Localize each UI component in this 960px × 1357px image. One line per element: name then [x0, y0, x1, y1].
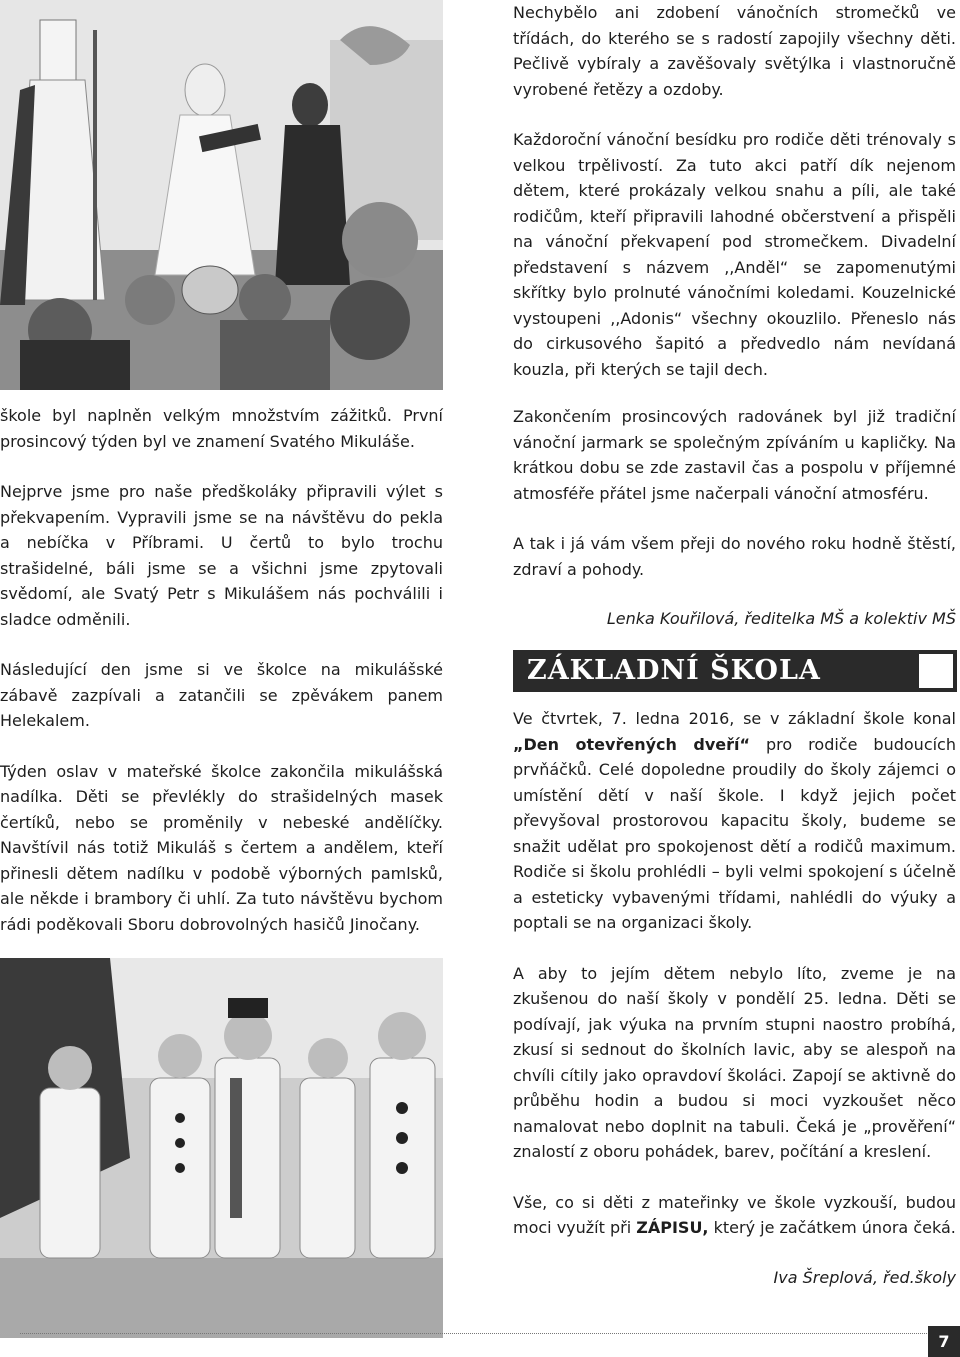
text-run: pro rodiče budoucích prvňáčků. Celé dopoledne proudily do školy zájemci o umístění dětí v naší škole. I když jejich počet převyšoval prostorovou kapacitu školy, budeme se snažit udělat pro spokojenost dětí a rodičů maximum. Rodiče si školu prohlédli – byli velmi spokojení s účelně a esteticky vybavenými třídami, nahlédli do výuky a poptali se na organizaci školy. [513, 734, 956, 932]
paragraph: Každoroční vánoční besídku pro rodiče děti trénovaly s velkou trpělivostí. Za tuto akci patří dík nejenom dětem, které prokázaly velkou snahu a píli, ale také rodičům, kteří připravili lahodné občerstvení a přispěli na vánoční překvapení pod stromečkem. Divadelní představení s názvem ,,Anděl“ se zapomenutými skřítky bylo prolnuté vánočními koledami. Kouzelnické vystoupeni ,,Adonis“ všechny okouzlilo. Přeneslo nás do cirkusového šapitó a předvedlo nám nevídaná kouzla, při kterých se tajil dech. [513, 130, 956, 379]
heading-square-decoration [919, 654, 953, 688]
zs-signature [513, 1265, 956, 1290]
text-run: Ve čtvrtek, 7. ledna 2016, se v základní škole konal [513, 709, 956, 728]
paragraph: Týden oslav v mateřské školce zakončila mikulášská nadílka. Děti se převlékly do strašidelných masek čertíků, nebo se proměnily v nebeské andělíčky. Navštívil nás totiž Mikuláš s čertem a andělem, kteří přinesli dětem nadílku v podobě výborných pamlsků, ale někde i brambory či uhlí. Za tuto návštěvu bychom rádi poděkovali Sboru dobrovolných hasičů Jinočany. [0, 761, 443, 934]
footer-dotted-rule [20, 1333, 927, 1334]
signature-text: Iva Šreplová, řed.školy [773, 1268, 956, 1287]
paragraph: Nechybělo ani zdobení vánočních stromečků ve třídách, do kterého se s radostí zapojily všechny děti. Pečlivě vybíraly a zavěšovaly světýlka i vlastnoručně vyrobené řetězy a ozdoby. [513, 3, 956, 99]
text-run: který je začátkem února čeká. [708, 1218, 956, 1237]
right-column-middle-text [513, 404, 956, 582]
paragraph: Následující den jsme si ve školce na mikulášské zábavě zazpívali a zatančili se zpěvákem panem Helekalem. [0, 660, 443, 730]
section-heading-text: ZÁKLADNÍ ŠKOLA [527, 655, 821, 686]
right-column-top-text [513, 0, 956, 382]
paragraph: A tak i já vám všem přeji do nového roku hodně štěstí, zdraví a pohody. [513, 534, 956, 579]
section-heading-zakladni-skola [513, 650, 957, 692]
left-column-text [0, 403, 443, 937]
bold-text-run: ZÁPISU, [636, 1218, 709, 1237]
paragraph: škole byl naplněn velkým množstvím zážitků. První prosincový týden byl ve znamení Svatého Mikuláše. [0, 406, 443, 451]
bold-text-run: „Den otevřených dveří“ [513, 734, 750, 754]
snowman-costumes-photo [0, 958, 443, 1338]
paragraph: Nejprve jsme pro naše předškoláky připravili výlet s překvapením. Vypravili jsme se na návštěvu do pekla a nebíčka v Příbrami. U čertů to bylo trochu strašidelné, báli jsme se a všichni jsme zpytovali svědomí, ale Svatý Petr s Mikulášem nás pochválili i sladce odměnili. [0, 482, 443, 629]
text-run: Vše, co si děti z mateřinky ve škole vyzkouší, budou moci využít při [513, 1192, 956, 1237]
page-number: 7 [928, 1326, 960, 1357]
mikulas-visit-photo [0, 0, 443, 390]
paragraph: Zakončením prosincových radovánek byl již tradiční vánoční jarmark se společným zpíváním u kapličky. Na krátkou dobu se zde zastavil čas a pospolu v příjemné atmosféře přátel jsme načerpali vánoční atmosféru. [513, 407, 956, 503]
paragraph: A aby to jejím dětem nebylo líto, zveme je na zkušenou do naší školy v pondělí 25. ledna. Děti se podívají, jak výuka na prvním stupni naostro probíhá, zkusí si sednout do školních lavic, aby se alespoň na chvíli cítily jako opravdoví školáci. Zapojí se aktivně do průběhu hodin a budou si moci vyzkoušet něco namalovat nebo doplnit na tabuli. Čeká je „prověření“ znalostí z oboru pohádek, barev, počítání a kreslení. [513, 963, 956, 1161]
zs-section-text [513, 706, 956, 1241]
signature-text: Lenka Kouřilová, ředitelka MŠ a kolektiv MŠ [606, 609, 956, 628]
paragraph [513, 1190, 956, 1241]
ms-signature [513, 606, 956, 631]
paragraph [513, 706, 956, 936]
